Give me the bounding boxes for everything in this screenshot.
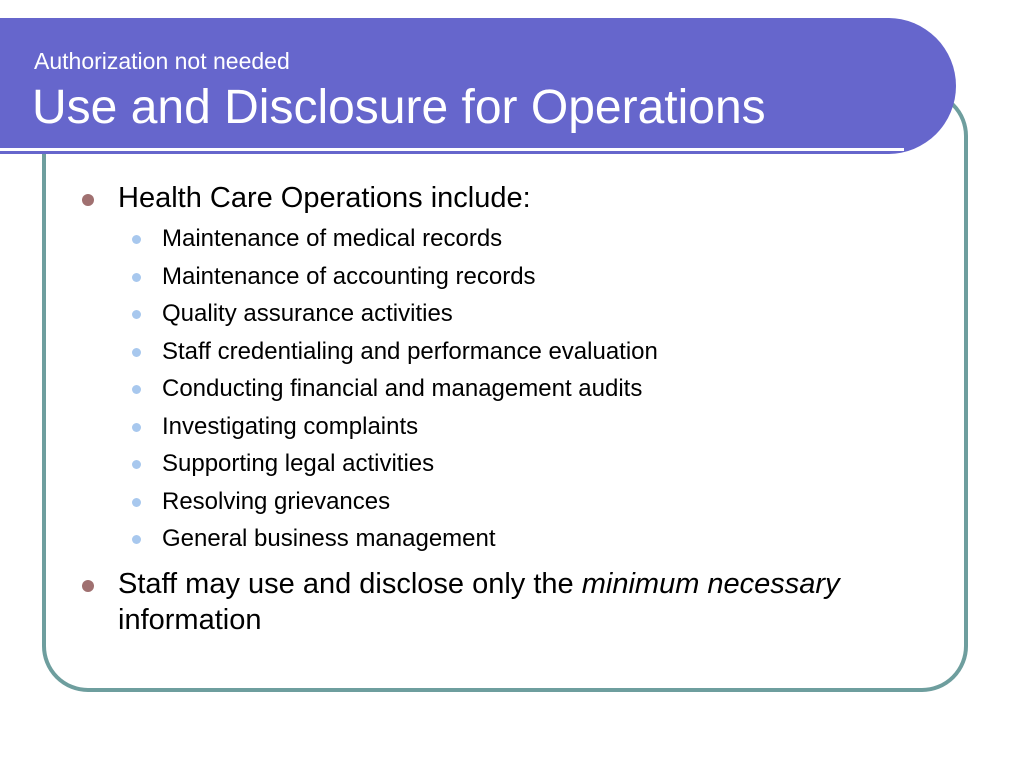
title-bar [0,18,956,154]
sub-bullet-item [80,370,940,408]
sub-bullet-text: Staff credentialing and performance evaluation [162,337,658,365]
sub-bullet-text: Investigating complaints [162,412,419,440]
sub-bullet-dot-icon [132,498,141,507]
slide-subtitle: Authorization not needed [34,48,290,74]
sub-bullet-dot-icon [132,348,141,357]
bullet-text-before: Staff may use and disclose only the [118,567,582,600]
sub-bullet-text: Quality assurance activities [162,300,453,327]
sub-bullet-dot-icon [132,235,141,244]
sub-bullet-item [80,520,940,558]
sub-bullet-item [80,483,940,521]
sub-bullet-text: General business management [162,525,496,552]
slide-title: Use and Disclosure for Operations [32,81,766,134]
sub-bullet-item [80,220,940,258]
bullet-dot-icon [82,580,94,592]
sub-bullet-dot-icon [132,273,141,282]
bullet-text-after: information [118,603,262,636]
sub-bullet-text: Supporting legal activities [162,450,435,477]
bullet-text-emphasis: minimum necessary [581,567,840,600]
bullet-health-care-operations [80,180,940,216]
sub-bullet-text: Resolving grievances [162,487,391,515]
sub-bullet-dot-icon [132,460,141,469]
sub-bullet-list [80,220,940,558]
sub-bullet-item [80,295,940,333]
sub-bullet-dot-icon [132,535,141,544]
sub-bullet-dot-icon [132,310,141,319]
sub-bullet-dot-icon [132,423,141,432]
bullet-dot-icon [82,194,94,206]
sub-bullet-item [80,445,940,483]
sub-bullet-text: Maintenance of accounting records [162,262,536,290]
title-underline [0,148,904,151]
sub-bullet-text: Conducting financial and management audits [162,375,643,402]
sub-bullet-item [80,333,940,371]
bullet-minimum-necessary [80,566,940,638]
bullet-text: Health Care Operations include: [118,182,531,214]
slide-content [80,180,940,638]
sub-bullet-text: Maintenance of medical records [162,225,503,252]
sub-bullet-item [80,408,940,446]
sub-bullet-item [80,258,940,296]
sub-bullet-dot-icon [132,385,141,394]
